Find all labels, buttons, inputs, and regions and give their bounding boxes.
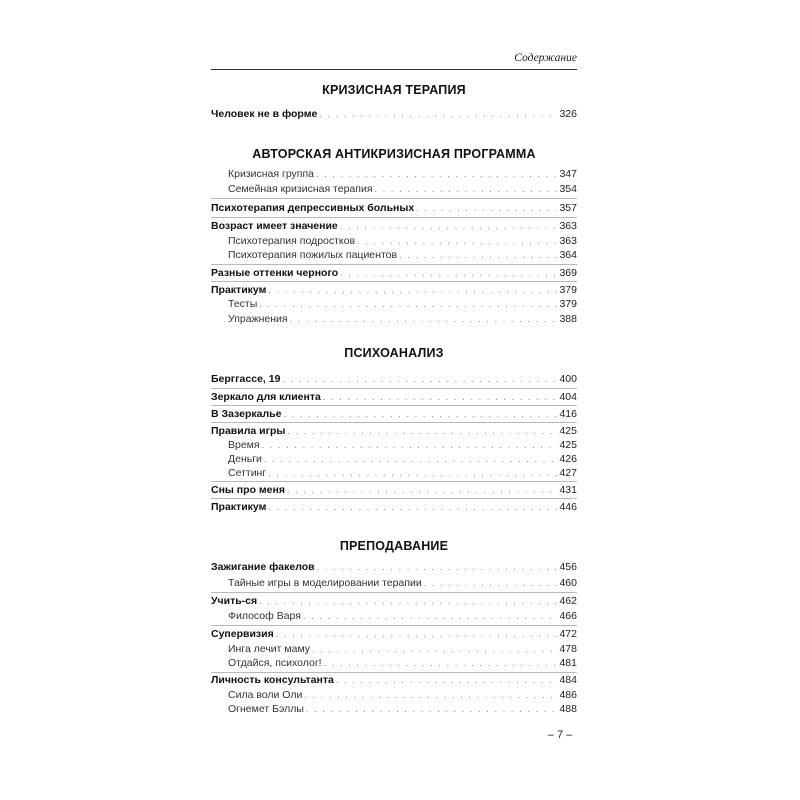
entry-title: Практикум	[211, 284, 267, 296]
toc-entry[interactable]	[211, 168, 577, 181]
dot-leader	[259, 298, 557, 311]
toc-entry[interactable]	[211, 249, 577, 262]
entry-page: 478	[559, 643, 577, 655]
entry-page: 326	[559, 108, 577, 120]
toc-entry[interactable]	[211, 373, 577, 386]
entry-title: Разные оттенки черного	[211, 267, 339, 279]
dot-leader	[416, 202, 557, 215]
entry-title: Практикум	[211, 501, 267, 513]
entry-divider	[211, 198, 577, 199]
entry-divider	[211, 422, 577, 423]
entry-divider	[211, 672, 577, 673]
dot-leader	[375, 183, 558, 196]
toc-entry[interactable]	[211, 453, 577, 466]
dot-leader	[276, 628, 558, 641]
entry-page: 404	[559, 391, 577, 403]
section-title: ПСИХОАНАЛИЗ	[344, 346, 444, 360]
entry-page: 472	[559, 628, 577, 640]
entry-page: 425	[559, 439, 577, 451]
dot-leader	[283, 408, 557, 421]
dot-leader	[340, 220, 558, 233]
entry-page: 363	[559, 220, 577, 232]
entry-title: Деньги	[228, 453, 262, 465]
entry-page: 363	[559, 235, 577, 247]
header-rule	[211, 69, 577, 70]
toc-entry[interactable]	[211, 657, 577, 670]
entry-page: 488	[559, 703, 577, 715]
section-title: АВТОРСКАЯ АНТИКРИЗИСНАЯ ПРОГРАММА	[252, 147, 536, 161]
toc-entry[interactable]	[211, 284, 577, 297]
toc-entry[interactable]	[211, 183, 577, 196]
dot-leader	[268, 467, 557, 480]
entry-page: 462	[559, 595, 577, 607]
entry-title: Психотерапия пожилых пациентов	[228, 249, 398, 261]
dot-leader	[340, 267, 557, 280]
toc-entry[interactable]	[211, 484, 577, 497]
toc-entry[interactable]	[211, 467, 577, 480]
dot-leader	[287, 425, 557, 438]
entry-page: 484	[559, 674, 577, 686]
running-header: Содержание	[514, 52, 577, 64]
toc-entry[interactable]	[211, 425, 577, 438]
entry-title: Инга лечит маму	[228, 643, 311, 655]
dot-leader	[317, 561, 558, 574]
dot-leader	[424, 577, 558, 590]
entry-divider	[211, 264, 577, 265]
entry-title: Психотерапия подростков	[228, 235, 356, 247]
dot-leader	[268, 284, 557, 297]
entry-divider	[211, 498, 577, 499]
entry-title: Возраст имеет значение	[211, 220, 338, 232]
entry-title: Личность консультанта	[211, 674, 334, 686]
dot-leader	[316, 168, 557, 181]
entry-divider	[211, 625, 577, 626]
toc-entry[interactable]	[211, 689, 577, 702]
entry-page: 486	[559, 689, 577, 701]
entry-page: 347	[559, 168, 577, 180]
dot-leader	[336, 674, 558, 687]
dot-leader	[319, 108, 557, 121]
dot-leader	[262, 439, 558, 452]
toc-entry[interactable]	[211, 610, 577, 623]
entry-title: Сила воли Оли	[228, 689, 303, 701]
entry-divider	[211, 388, 577, 389]
entry-title: Огнемет Бэллы	[228, 703, 304, 715]
dot-leader	[306, 703, 558, 716]
entry-page: 446	[559, 501, 577, 513]
dot-leader	[323, 391, 558, 404]
entry-page: 456	[559, 561, 577, 573]
toc-entry[interactable]	[211, 298, 577, 311]
entry-page: 460	[559, 577, 577, 589]
toc-entry[interactable]	[211, 501, 577, 514]
entry-title: Зеркало для клиента	[211, 391, 321, 403]
entry-title: Человек не в форме	[211, 108, 318, 120]
dot-leader	[268, 501, 557, 514]
toc-entry[interactable]	[211, 577, 577, 590]
dot-leader	[357, 235, 557, 248]
toc-entry[interactable]	[211, 628, 577, 641]
toc-entry[interactable]	[211, 391, 577, 404]
toc-entry[interactable]	[211, 674, 577, 687]
entry-title: Философ Варя	[228, 610, 301, 622]
entry-divider	[211, 592, 577, 593]
dot-leader	[303, 610, 558, 623]
toc-entry[interactable]	[211, 313, 577, 326]
entry-title: Берггассе, 19	[211, 373, 281, 385]
toc-entry[interactable]	[211, 408, 577, 421]
toc-entry[interactable]	[211, 643, 577, 656]
dot-leader	[304, 689, 557, 702]
dot-leader	[399, 249, 557, 262]
entry-title: Супервизия	[211, 628, 274, 640]
entry-divider	[211, 217, 577, 218]
entry-page: 364	[559, 249, 577, 261]
toc-entry[interactable]	[211, 561, 577, 574]
entry-page: 354	[559, 183, 577, 195]
dot-leader	[287, 484, 557, 497]
dot-leader	[259, 595, 557, 608]
toc-entry[interactable]	[211, 267, 577, 280]
entry-title: Семейная кризисная терапия	[228, 183, 373, 195]
entry-page: 416	[559, 408, 577, 420]
toc-entry[interactable]	[211, 439, 577, 452]
entry-title: Правила игры	[211, 425, 286, 437]
dot-leader	[282, 373, 557, 386]
entry-title: Сны про меня	[211, 484, 285, 496]
entry-title: Тайные игры в моделировании терапии	[228, 577, 422, 589]
toc-entry[interactable]	[211, 220, 577, 233]
toc-entry[interactable]	[211, 703, 577, 716]
entry-title: Упражнения	[228, 313, 288, 325]
dot-leader	[290, 313, 558, 326]
toc-entry[interactable]	[211, 595, 577, 608]
entry-page: 379	[559, 284, 577, 296]
entry-title: Учить-ся	[211, 595, 258, 607]
entry-page: 379	[559, 298, 577, 310]
entry-page: 369	[559, 267, 577, 279]
entry-page: 425	[559, 425, 577, 437]
entry-title: Психотерапия депрессивных больных	[211, 202, 415, 214]
entry-page: 481	[559, 657, 577, 669]
dot-leader	[312, 643, 557, 656]
entry-page: 388	[559, 313, 577, 325]
section-title: ПРЕПОДАВАНИЕ	[339, 539, 449, 553]
entry-title: Кризисная группа	[228, 168, 315, 180]
entry-page: 400	[559, 373, 577, 385]
toc-entry[interactable]	[211, 235, 577, 248]
entry-title: Тесты	[228, 298, 258, 310]
dot-leader	[324, 657, 558, 670]
entry-title: В Зазеркалье	[211, 408, 282, 420]
entry-divider	[211, 481, 577, 482]
entry-title: Время	[228, 439, 260, 451]
toc-entry[interactable]	[211, 108, 577, 121]
entry-title: Зажигание факелов	[211, 561, 315, 573]
entry-page: 466	[559, 610, 577, 622]
entry-divider	[211, 405, 577, 406]
entry-title: Сеттинг	[228, 467, 267, 479]
entry-page: 427	[559, 467, 577, 479]
entry-divider	[211, 281, 577, 282]
entry-page: 426	[559, 453, 577, 465]
toc-entry[interactable]	[211, 202, 577, 215]
section-title: КРИЗИСНАЯ ТЕРАПИЯ	[322, 83, 466, 97]
entry-title: Отдайся, психолог!	[228, 657, 322, 669]
dot-leader	[264, 453, 558, 466]
entry-page: 357	[559, 202, 577, 214]
page-number: – 7 –	[547, 729, 573, 741]
entry-page: 431	[559, 484, 577, 496]
